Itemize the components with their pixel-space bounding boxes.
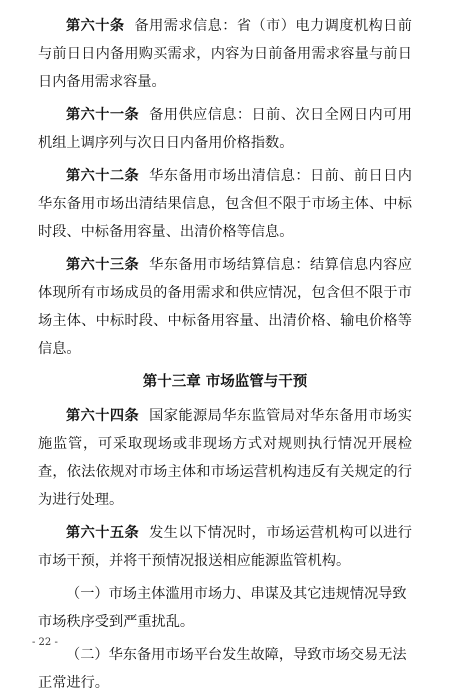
article-62 (38, 162, 412, 246)
article-63 (38, 251, 412, 363)
article-64 (38, 402, 412, 514)
article-text: 华东备用市场出清信息：日前、前日日内华东备用市场出清结果信息，包含但不限于市场主体、中标时段、中标备用容量、出清价格等信息。 (38, 168, 412, 240)
article-65 (38, 519, 412, 575)
article-number: 第六十五条 (66, 525, 140, 541)
article-number: 第六十三条 (66, 257, 140, 273)
article-61 (38, 101, 412, 157)
article-60 (38, 12, 412, 96)
article-number: 第六十二条 (66, 168, 140, 184)
chapter-heading: 第十三章 市场监管与干预 (142, 374, 308, 390)
article-number: 第六十四条 (66, 408, 140, 424)
article-text: 发生以下情况时，市场运营机构可以进行市场干预，并将干预情况报送相应能源监管机构。 (38, 525, 412, 569)
list-item: （二）华东备用市场平台发生故障，导致市场交易无法正常进行。 (38, 647, 407, 691)
article-number: 第六十条 (66, 18, 125, 34)
article-text: 备用需求信息：省（市）电力调度机构日前与前日日内备用购买需求，内容为日前备用需求容量与前日日内备用需求容量。 (38, 18, 412, 90)
article-number: 第六十一条 (66, 107, 140, 123)
article-text: 华东备用市场结算信息：结算信息内容应体现所有市场成员的备用需求和供应情况，包含但不限于市场主体、中标时段、中标备用容量、出清价格、输电价格等信息。 (38, 257, 412, 357)
article-text: 国家能源局华东监管局对华东备用市场实施监管，可采取现场或非现场方式对规则执行情况开展检查，依法依规对市场主体和市场运营机构违反有关规定的行为进行处理。 (38, 408, 412, 508)
page-number: - 22 - (32, 637, 58, 648)
list-item: （一）市场主体滥用市场力、串谋及其它违规情况导致市场秩序受到严重扰乱。 (38, 586, 407, 630)
article-text: 备用供应信息：日前、次日全网日内可用机组上调序列与次日日内备用价格指数。 (38, 107, 412, 151)
